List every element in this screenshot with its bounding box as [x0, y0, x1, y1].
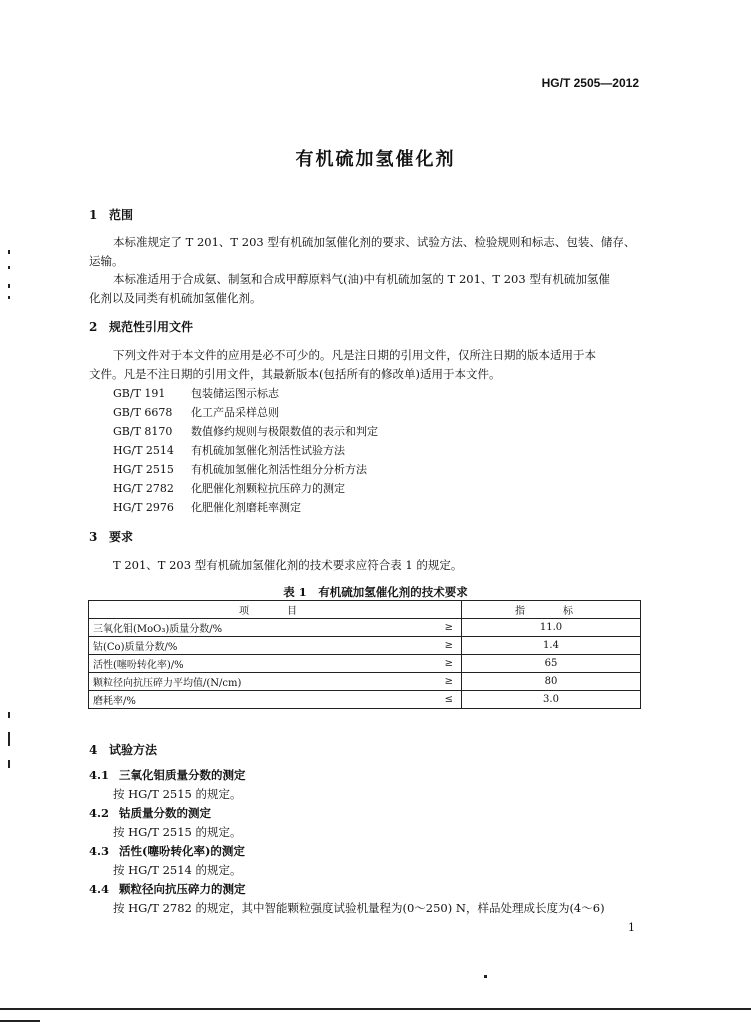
value-cell: 3.0: [462, 691, 641, 709]
table-row: [89, 691, 641, 709]
section-title: 范围: [109, 208, 134, 222]
section-3-para: T 201、T 203 型有机硫加氢催化剂的技术要求应符合表 1 的规定。: [113, 558, 463, 572]
reference-item: [113, 499, 301, 515]
value-cell: 11.0: [462, 619, 641, 637]
section-4-heading: [89, 741, 157, 758]
bottom-edge-line: [0, 1008, 751, 1010]
table-caption: 表 1 有机硫加氢催化剂的技术要求: [283, 585, 468, 599]
standard-number: HG/T 2505—2012: [541, 76, 639, 90]
table-row: [89, 673, 641, 691]
section-1-heading: [89, 206, 133, 223]
section-2-intro-line-1: 下列文件对于本文件的应用是必不可少的。凡是注日期的引用文件，仅所注日期的版本适用于本: [113, 348, 596, 362]
reference-code: HG/T 2515: [113, 463, 174, 476]
scan-mark: [8, 760, 10, 768]
page-number: 1: [628, 921, 635, 934]
column-header-item: 项 目: [89, 601, 462, 619]
subsection-title: 颗粒径向抗压碎力的测定: [119, 882, 246, 896]
reference-code: GB/T 191: [113, 387, 166, 400]
reference-item: [113, 442, 345, 458]
reference-title: 化工产品采样总则: [191, 406, 279, 419]
comparator-cell: ≤: [418, 691, 462, 709]
subsection-title: 三氧化钼质量分数的测定: [119, 768, 246, 782]
section-title: 试验方法: [109, 743, 158, 757]
scan-mark: [8, 250, 10, 254]
scan-mark: [8, 296, 10, 299]
section-1-para-1-line-2: 运输。: [89, 254, 124, 268]
table-row: [89, 619, 641, 637]
reference-item: [113, 385, 279, 401]
subsection-heading: [89, 805, 211, 821]
subsection-number: 4.2: [89, 806, 110, 820]
reference-item: [113, 461, 367, 477]
reference-title: 有机硫加氢催化剂活性组分分析方法: [191, 463, 367, 476]
section-number: 2: [89, 320, 98, 334]
reference-code: HG/T 2782: [113, 482, 174, 495]
column-header-index: 指 标: [462, 601, 641, 619]
document-title: 有机硫加氢催化剂: [295, 149, 456, 170]
comparator-cell: ≥: [418, 655, 462, 673]
subsection-heading: [89, 767, 246, 783]
table-row: [89, 637, 641, 655]
section-title: 要求: [109, 530, 134, 544]
value-cell: 1.4: [462, 637, 641, 655]
reference-title: 数值修约规则与极限数值的表示和判定: [191, 425, 378, 438]
reference-code: GB/T 6678: [113, 406, 173, 419]
comparator-cell: ≥: [418, 637, 462, 655]
bottom-edge-line: [0, 1020, 40, 1022]
section-1-para-1-line-1: 本标准规定了 T 201、T 203 型有机硫加氢催化剂的要求、试验方法、检验规则和标志、包装、储存、: [113, 235, 636, 249]
reference-code: HG/T 2976: [113, 501, 174, 514]
comparator-cell: ≥: [418, 673, 462, 691]
value-cell: 65: [462, 655, 641, 673]
subsection-number: 4.3: [89, 844, 110, 858]
section-3-heading: [89, 528, 133, 545]
scan-mark: [8, 284, 10, 288]
item-cell: 颗粒径向抗压碎力平均值/(N/cm): [89, 673, 418, 691]
table-row: [89, 655, 641, 673]
section-1-para-2-line-2: 化剂以及同类有机硫加氢催化剂。: [89, 291, 262, 305]
scan-mark: [8, 712, 10, 718]
reference-item: [113, 423, 378, 439]
section-number: 4: [89, 743, 98, 757]
reference-title: 包装储运图示标志: [191, 387, 279, 400]
section-2-heading: [89, 318, 193, 335]
subsection-text: 按 HG/T 2515 的规定。: [113, 825, 242, 839]
section-title: 规范性引用文件: [109, 320, 194, 334]
reference-title: 化肥催化剂磨耗率测定: [191, 501, 301, 514]
subsection-text: 按 HG/T 2514 的规定。: [113, 863, 242, 877]
subsection-text: 按 HG/T 2782 的规定，其中智能颗粒强度试验机量程为(0～250) N，样品处理成长度为(4～6): [113, 901, 605, 915]
scan-mark: [8, 732, 10, 746]
table-header-row: [89, 601, 641, 619]
reference-title: 化肥催化剂颗粒抗压碎力的测定: [191, 482, 345, 495]
reference-code: HG/T 2514: [113, 444, 174, 457]
spec-table: [88, 600, 641, 709]
section-1-para-2-line-1: 本标准适用于合成氨、制氢和合成甲醇原料气(油)中有机硫加氢的 T 201、T 203 型有机硫加氢催: [113, 272, 610, 286]
subsection-title: 活性(噻吩转化率)的测定: [119, 844, 245, 858]
comparator-cell: ≥: [418, 619, 462, 637]
section-number: 1: [89, 208, 98, 222]
section-2-intro-line-2: 文件。凡是不注日期的引用文件，其最新版本(包括所有的修改单)适用于本文件。: [89, 367, 501, 381]
item-cell: 钴(Co)质量分数/%: [89, 637, 418, 655]
reference-item: [113, 404, 279, 420]
item-cell: 三氧化钼(MoO₃)质量分数/%: [89, 619, 418, 637]
subsection-heading: [89, 881, 246, 897]
reference-title: 有机硫加氢催化剂活性试验方法: [191, 444, 345, 457]
subsection-number: 4.1: [89, 768, 110, 782]
scan-mark: [484, 975, 487, 978]
scan-mark: [8, 266, 10, 269]
reference-code: GB/T 8170: [113, 425, 173, 438]
reference-item: [113, 480, 345, 496]
item-cell: 活性(噻吩转化率)/%: [89, 655, 418, 673]
value-cell: 80: [462, 673, 641, 691]
subsection-number: 4.4: [89, 882, 110, 896]
subsection-text: 按 HG/T 2515 的规定。: [113, 787, 242, 801]
subsection-title: 钴质量分数的测定: [119, 806, 211, 820]
subsection-heading: [89, 843, 245, 859]
item-cell: 磨耗率/%: [89, 691, 418, 709]
section-number: 3: [89, 530, 98, 544]
